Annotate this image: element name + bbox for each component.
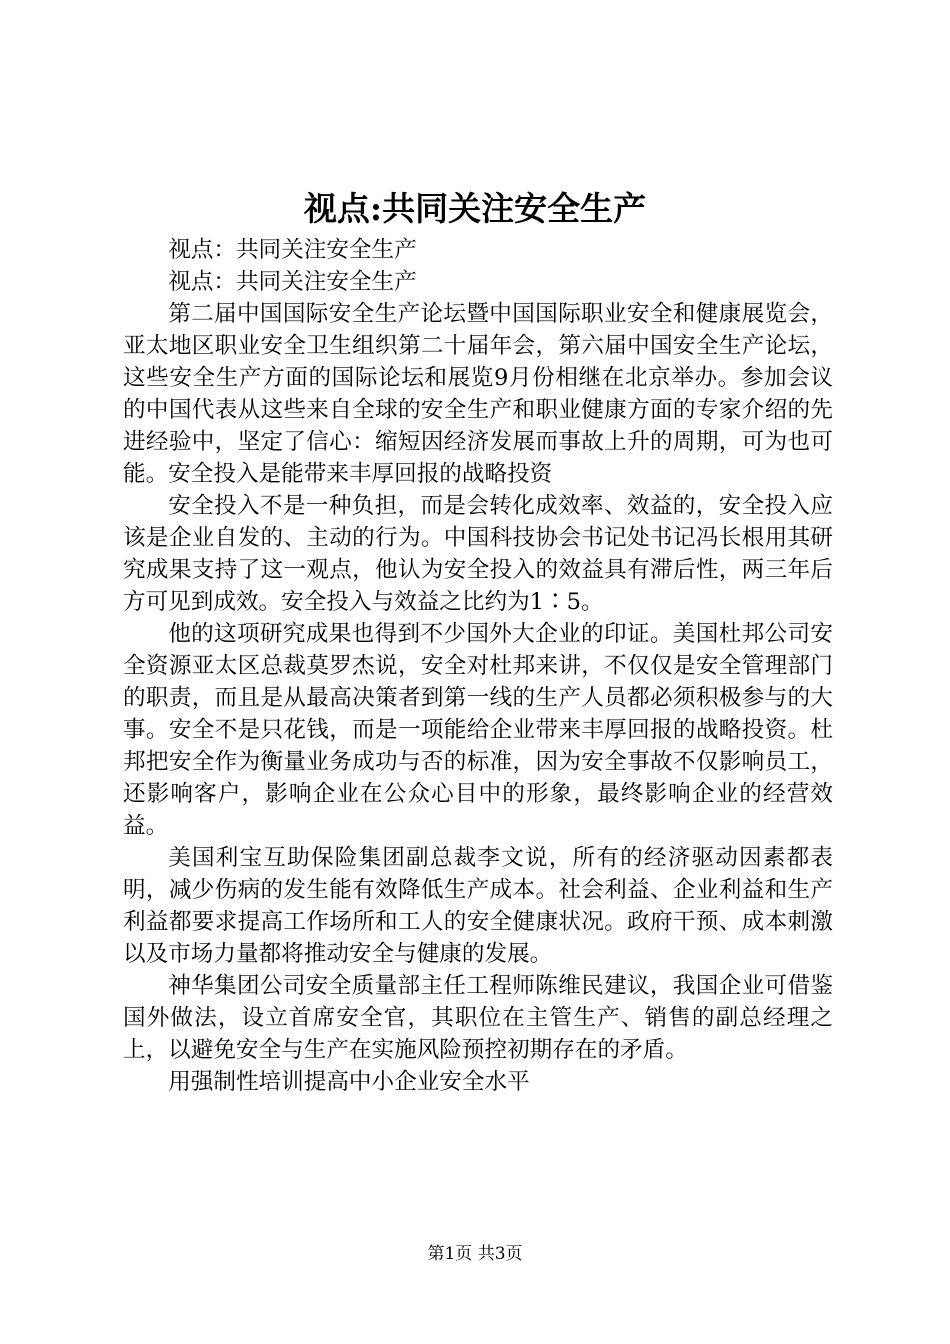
page-number-footer: 第1页 共3页 bbox=[427, 1244, 523, 1264]
paragraph: 视点：共同关注安全生产 bbox=[168, 269, 417, 295]
section-heading: 用强制性培训提高中小企业安全水平 bbox=[168, 1069, 530, 1095]
document-title: 视点:共同关注安全生产 bbox=[303, 189, 647, 228]
paragraph: 安全投入不是一种负担，而是会转化成效率、效益的，安全投入应该是企业自发的、主动的行为。中国科技协会书记处书记冯长根用其研究成果支持了这一观点，他认为安全投入的效益具有滞后性，两三年后方可见到成效。安全投入与效益之比约为1∶5。 bbox=[123, 493, 833, 615]
paragraph: 第二届中国国际安全生产论坛暨中国国际职业安全和健康展览会，亚太地区职业安全卫生组织第二十届年会，第六届中国安全生产论坛，这些安全生产方面的国际论坛和展览9月份相继在北京举办。参加会议的中国代表从这些来自全球的安全生产和职业健康方面的专家介绍的先进经验中，坚定了信心：缩短因经济发展而事故上升的周期，可为也可能。安全投入是能带来丰厚回报的战略投资 bbox=[123, 301, 833, 487]
paragraph: 他的这项研究成果也得到不少国外大企业的印证。美国杜邦公司安全资源亚太区总裁莫罗杰说，安全对杜邦来讲，不仅仅是安全管理部门的职责，而且是从最高决策者到第一线的生产人员都必须积极参与的大事。安全不是只花钱，而是一项能给企业带来丰厚回报的战略投资。杜邦把安全作为衡量业务成功与否的标准，因为安全事故不仅影响员工，还影响客户，影响企业在公众心目中的形象，最终影响企业的经营效益。 bbox=[123, 621, 833, 839]
paragraph: 视点：共同关注安全生产 bbox=[168, 237, 417, 263]
paragraph: 神华集团公司安全质量部主任工程师陈维民建议，我国企业可借鉴国外做法，设立首席安全官，其职位在主管生产、销售的副总经理之上，以避免安全与生产在实施风险预控初期存在的矛盾。 bbox=[123, 973, 833, 1063]
paragraph: 美国利宝互助保险集团副总裁李文说，所有的经济驱动因素都表明，减少伤病的发生能有效降低生产成本。社会利益、企业利益和生产利益都要求提高工作场所和工人的安全健康状况。政府干预、成本刺激以及市场力量都将推动安全与健康的发展。 bbox=[123, 845, 833, 967]
document-body bbox=[123, 234, 833, 1098]
